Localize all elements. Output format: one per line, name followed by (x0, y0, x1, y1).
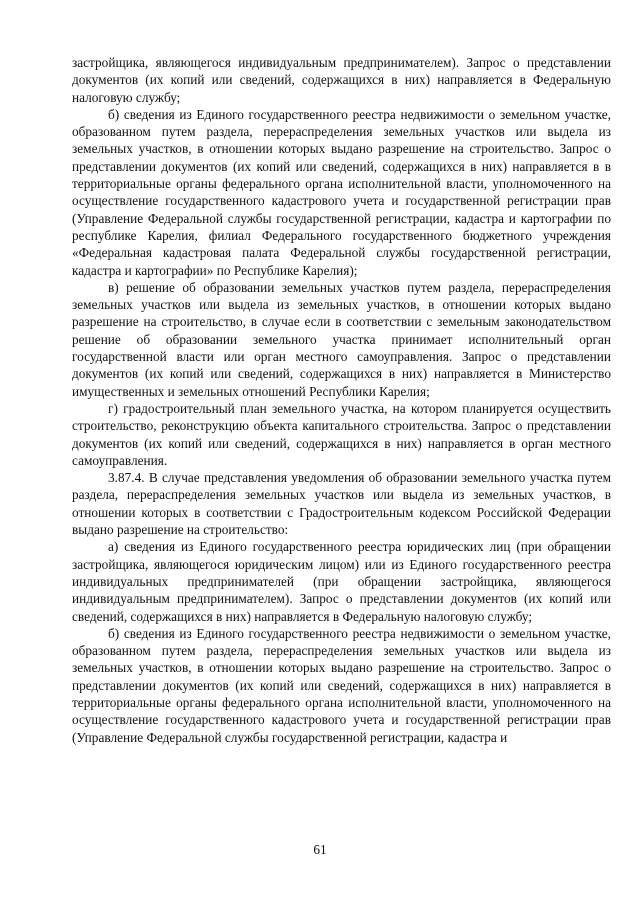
document-page (72, 54, 611, 746)
paragraph-item-v: в) решение об образовании земельных участков путем раздела, перераспределения земельных участков или выдела из земельных участков, в отношении которых выдано разрешение на строительство, в случае если в соответствии с земельным законодательством решение об образовании земельного участка принимает исполнительный орган государственной власти или орган местного самоуправления. Запрос о представлении документов (их копий или сведений, содержащихся в них) направляется в Министерство имущественных и земельных отношений Республики Карелия; (72, 279, 611, 399)
paragraph-continuation: застройщика, являющегося индивидуальным предпринимателем). Запрос о представлении документов (их копий или сведений, содержащихся в них) направляется в Федеральную налоговую службу; (72, 55, 611, 105)
paragraph-item-b-second: б) сведения из Единого государственного реестра недвижимости о земельном участке, образованном путем раздела, перераспределения земельных участков или выдела из земельных участков, в отношении которых выдано разрешение на строительство. Запрос о представлении документов (их копий или сведений, содержащихся в них) направляется в территориальные органы федерального органа исполнительной власти, уполномоченного на осуществление государственного кадастрового учета и государственной регистрации прав (Управление Федеральной службы государственной регистрации, кадастра и (72, 625, 611, 745)
paragraph-section-3-87-4: 3.87.4. В случае представления уведомления об образовании земельного участка путем раздела, перераспределения земельных участков или выдела из земельных участков, в отношении которых в соответствии с Градостроительным кодексом Российской Федерации выдано разрешение на строительство: (72, 470, 611, 538)
paragraph-item-b: б) сведения из Единого государственного реестра недвижимости о земельном участке, образованном путем раздела, перераспределения земельных участков или выдела из земельных участков, в отношении которых выдано разрешение на строительство. Запрос о представлении документов (их копий или сведений, содержащихся в них) направляется в в территориальные органы федерального органа исполнительной власти, уполномоченного на осуществление государственного кадастрового учета и государственной регистрации прав (Управление Федеральной службы государственной регистрации, кадастра и картографии по республике Карелия, филиал Федерального государственного бюджетного учреждения «Федеральная кадастровая палата Федеральной службы государственной регистрации, кадастра и картографии» по Республике Карелия); (72, 106, 611, 278)
page-number: 61 (313, 842, 327, 857)
paragraph-item-g: г) градостроительный план земельного участка, на котором планируется осуществить строительство, реконструкцию объекта капитального строительства. Запрос о представлении документов (их копий или сведений, содержащихся в них) направляется в орган местного самоуправления. (72, 400, 611, 468)
paragraph-item-a: а) сведения из Единого государственного реестра юридических лиц (при обращении застройщика, являющегося юридическим лицом) или из Единого государственного реестра индивидуальных предпринимателей (при обращении застройщика, являющегося индивидуальным предпринимателем). Запрос о представлении документов (их копий или сведений, содержащихся в них) направляется в Федеральную налоговую службу; (72, 539, 611, 624)
